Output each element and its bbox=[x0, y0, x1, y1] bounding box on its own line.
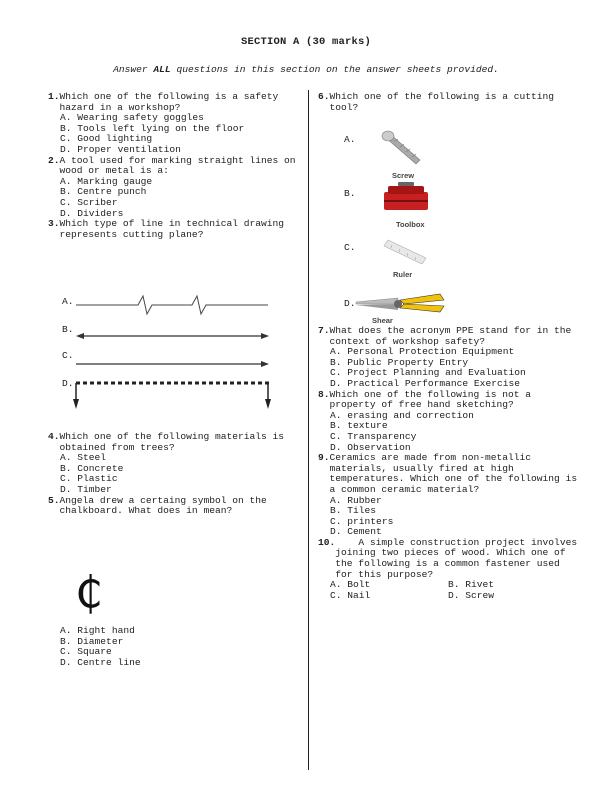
option: C. Transparency bbox=[330, 430, 417, 442]
question-number: 1. bbox=[48, 91, 60, 102]
cedi-symbol: ₵ bbox=[75, 567, 103, 618]
question-9 bbox=[318, 453, 582, 538]
question-number: 2. bbox=[48, 154, 60, 166]
option-label: C. bbox=[62, 350, 74, 361]
option: D. Observation bbox=[330, 441, 411, 453]
option: B. Tiles bbox=[330, 505, 377, 517]
question-10 bbox=[318, 538, 582, 602]
question-text: Which one of the following is not a property of free hand sketching? bbox=[329, 388, 532, 411]
option: C. Nail bbox=[330, 589, 371, 601]
option-label: D. bbox=[62, 378, 74, 389]
option: B. Centre punch bbox=[60, 186, 147, 198]
question-text: A simple construction project involves joining two pieces of wood. Which one of the following is a common fastener used for this purpose? bbox=[335, 536, 583, 580]
option: C. Scriber bbox=[60, 196, 118, 208]
option: D. Proper ventilation bbox=[60, 143, 181, 155]
question-text: A tool used for marking straight lines on wood or metal is a: bbox=[59, 154, 296, 177]
question-number: 8. bbox=[318, 388, 330, 400]
ruler-image bbox=[384, 240, 426, 279]
shear-image bbox=[356, 294, 444, 325]
question-text: Ceramics are made from non-metallic materials, usually fired at high temperatures. Which one of the following is a common ceramic material? bbox=[329, 452, 578, 495]
caption-toolbox: Toolbox bbox=[396, 220, 425, 229]
caption-ruler: Ruler bbox=[393, 270, 413, 279]
section-title: SECTION A (30 marks) bbox=[240, 36, 372, 48]
question-number: 4. bbox=[48, 431, 60, 442]
option: C. Good lighting bbox=[60, 133, 153, 145]
option: D. Dividers bbox=[60, 207, 124, 219]
question-8 bbox=[318, 390, 582, 454]
option: A. Bolt bbox=[330, 579, 371, 591]
option: A. erasing and correction bbox=[330, 409, 474, 421]
option: B. Concrete bbox=[60, 462, 124, 474]
option: C. Project Planning and Evaluation bbox=[330, 367, 526, 379]
option: B. Public Property Entry bbox=[330, 356, 469, 368]
option-label: C. bbox=[344, 242, 356, 253]
question-7 bbox=[318, 326, 582, 390]
option-label: A. bbox=[344, 134, 356, 145]
screw-image bbox=[382, 131, 420, 180]
option: B. Rivet bbox=[448, 579, 495, 591]
question-number: 3. bbox=[48, 218, 60, 230]
question-text: Which one of the following is a cutting tool? bbox=[329, 91, 555, 113]
option: B. Diameter bbox=[60, 635, 124, 647]
question-number: 10. bbox=[318, 536, 336, 548]
question-text: What does the acronym PPE stand for in the context of workshop safety? bbox=[329, 325, 572, 347]
option: D. Practical Performance Exercise bbox=[330, 377, 520, 389]
toolbox-image bbox=[384, 182, 428, 229]
option-label: B. bbox=[62, 324, 74, 335]
question-number: 5. bbox=[48, 494, 60, 506]
option: A. Steel bbox=[60, 452, 107, 464]
option: B. texture bbox=[330, 420, 388, 432]
instruction-text-pre: Answer bbox=[113, 64, 154, 75]
option: D. Screw bbox=[448, 589, 495, 601]
option: D. Timber bbox=[60, 483, 112, 495]
option: A. Right hand bbox=[60, 625, 135, 636]
instruction-text-post: questions in this section on the answer sheets provided. bbox=[170, 64, 499, 75]
instruction-emphasis: ALL bbox=[153, 64, 171, 75]
option: C. Square bbox=[60, 646, 112, 658]
question-text: Which one of the following is a safety hazard in a workshop? bbox=[59, 91, 279, 113]
option: A. Wearing safety goggles bbox=[60, 112, 204, 124]
question-number: 9. bbox=[318, 452, 330, 464]
option-row bbox=[318, 591, 582, 602]
option: C. Plastic bbox=[60, 473, 118, 485]
question-number: 6. bbox=[318, 91, 330, 102]
option: D. Centre line bbox=[60, 656, 141, 668]
option: A. Personal Protection Equipment bbox=[330, 346, 515, 358]
option: C. printers bbox=[330, 515, 394, 527]
option-label: B. bbox=[344, 188, 356, 199]
option: A. Marking gauge bbox=[60, 175, 153, 187]
question-text: Which type of line in technical drawing represents cutting plane? bbox=[59, 218, 285, 240]
caption-shear: Shear bbox=[372, 316, 393, 325]
option-label: D. bbox=[344, 298, 356, 309]
caption-screw: Screw bbox=[392, 171, 415, 180]
question-number: 7. bbox=[318, 325, 330, 336]
option: A. Rubber bbox=[330, 494, 382, 506]
option-label: A. bbox=[62, 296, 74, 307]
question-text: Which one of the following materials is obtained from trees? bbox=[59, 431, 285, 453]
option: D. Cement bbox=[330, 526, 382, 538]
question-text: Angela drew a certaing symbol on the chalkboard. What does in mean? bbox=[59, 494, 267, 517]
right-column-lower bbox=[318, 326, 582, 601]
option: B. Tools left lying on the floor bbox=[60, 122, 245, 134]
